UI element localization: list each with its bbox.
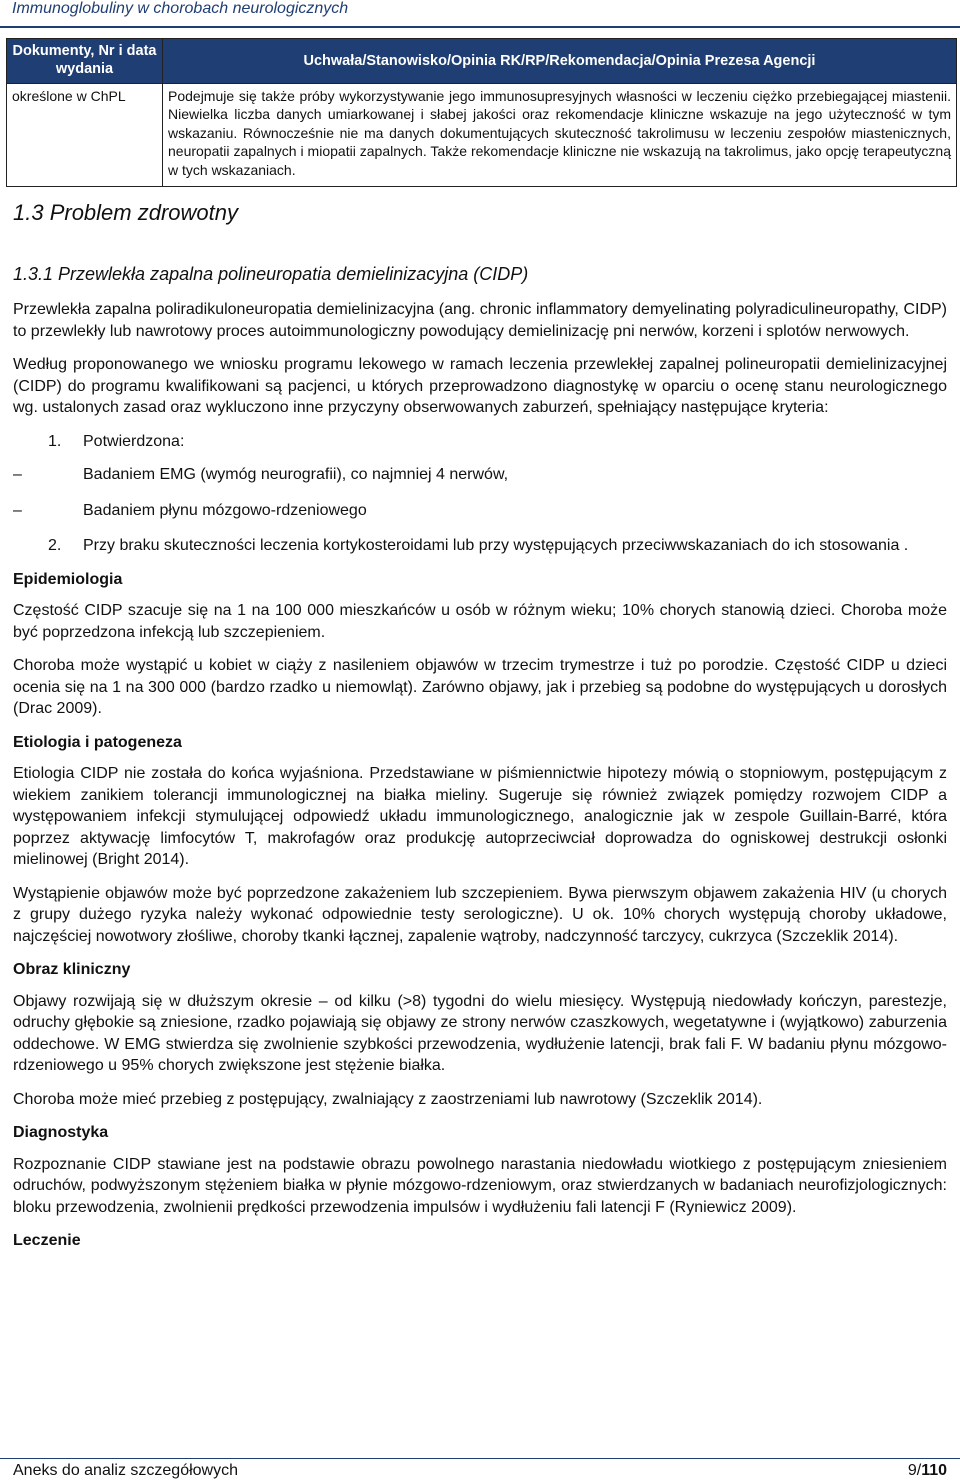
page-total: 110: [921, 1462, 947, 1479]
header-rule: [0, 26, 960, 28]
footer-title: Aneks do analiz szczegółowych: [13, 1462, 239, 1479]
paragraph-clinical-1: Objawy rozwijają się w dłuższym okresie – od kilku (>8) tygodni do wielu miesięcy. Występują niedowłady kończyn, parestezje, odruchy głębokie są zniesione, rzadko pojawiają się objawy ze strony nerwów czaszkowych, wegetatywne i (wyjątkowo) zaburzenia oddechowe. W EMG stwierdza się zwolnienie szybkości przewodzenia, wydłużenie latencji, brak fali F. W badaniu płynu mózgowo-rdzeniowego u 95% chorych zwiększone jest stężenie białka.: [13, 992, 947, 1074]
heading-treatment: Leczenie: [13, 1232, 81, 1249]
page-current: 9/: [907, 1462, 922, 1479]
paragraph-clinical-2: Choroba może mieć przebieg z postępujący, zwalniający z zaostrzeniami lub nawrotowy (Szczeklik 2014).: [13, 1090, 763, 1108]
list-number: 1.: [48, 432, 62, 450]
table-row: [7, 84, 957, 187]
page-number: [908, 1462, 947, 1480]
paragraph-epidemiology-2: Choroba może wystąpić u kobiet w ciąży z nasileniem objawów w trzecim trymestrze i tuż po porodzie. Częstość CIDP u dzieci ocenia się na 1 na 300 000 (bardzo rzadko u niemowląt). Zarówno objawy, jak i przebieg są podobne do występujących u dorosłych (Drac 2009).: [13, 657, 947, 717]
list-number: 2.: [48, 537, 62, 554]
dash-item: [13, 464, 947, 486]
dash-bullet: –: [13, 466, 22, 483]
paragraph-etiology-1: Etiologia CIDP nie została do końca wyjaśniona. Przedstawiane w piśmiennictwie hipotezy mówią o stopniowym, postępującym z wiekiem zanikiem tolerancji immunologicznej na białka mieliny. Sugeruje się również związek pomiędzy rozwojem CIDP a występowaniem infekcji stymulującej odpowiedź układu immunologicznego, analogicznie jak w zespole Guillain-Barré, która poprzez aktywację limfocytów T, makrofagów oraz produkcję autoprzeciwciał doprowadza do ogniskowej destrukcji osłonki mielinowej (Bright 2014).: [13, 765, 947, 868]
list-item: [13, 535, 947, 557]
list-text: Potwierdzona:: [83, 432, 185, 450]
list-text: Przy braku skuteczności leczenia kortykosteroidami lub przy występujących przeciwwskazaniach do ich stosowania .: [83, 537, 909, 554]
table-header-row: [7, 39, 957, 84]
paragraph-definition: Przewlekła zapalna poliradikuloneuropatia demielinizacyjna (ang. chronic inflammatory demyelinating polyradiculineuropathy, CIDP) to przewlekły lub nawrotowy proces autoimmunologiczny powodujący demielinizację pni nerwów, korzeni i splotów nerwowych.: [13, 301, 947, 340]
dash-bullet: –: [13, 501, 22, 519]
table-header-resolution: Uchwała/Stanowisko/Opinia RK/RP/Rekomendacja/Opinia Prezesa Agencji: [163, 39, 957, 84]
table-cell-document: określone w ChPL: [7, 84, 163, 187]
paragraph-etiology-2: Wystąpienie objawów może być poprzedzone zakażeniem lub szczepieniem. Bywa pierwszym objawem zakażenia HIV (u chorych z grupy dużego ryzyka należy wykonać odpowiednie testy serologiczne). U ok. 10% chorych występują choroby układowe, najczęściej nowotwory złośliwe, choroby tkanki łącznej, zapalenie wątroby, nadczynność tarczycy, cukrzyca (Szczeklik 2014).: [13, 884, 947, 945]
dash-text: Badaniem EMG (wymóg neurografii), co najmniej 4 nerwów,: [83, 466, 509, 483]
heading-etiology: Etiologia i patogeneza: [13, 733, 182, 751]
paragraph-diagnostics: Rozpoznanie CIDP stawiane jest na podstawie obrazu powolnego narastania niedowładu wiotkiego z postępującym zniesieniem odruchów, podwyższonym stężeniem białka w płynie mózgowo-rdzeniowym, oraz stwierdzanych w badaniach neurofizjologicznych: bloku przewodzenia, zwolnienii prędkości przewodzenia impulsów i wydłużeniu fali latencji F (Ryniewicz 2009).: [13, 1155, 947, 1216]
heading-clinical-picture: Obraz kliniczny: [13, 961, 131, 978]
list-item: [13, 431, 947, 453]
running-header: Immunoglobuliny w chorobach neurologicznych: [12, 0, 349, 17]
subsection-heading: 1.3.1 Przewlekła zapalna polineuropatia demielinizacyjna (CIDP): [13, 264, 529, 284]
paragraph-program-criteria: Według proponowanego we wniosku programu lekowego w ramach leczenia przewlekłej zapalnej polineuropatii demielinizacyjnej (CIDP) do programu kwalifikowani są pacjenci, u których przeprowadzono diagnostykę w oparciu o ocenę stanu neurologicznego wg. ustalonych zasad oraz wykluczono inne przyczyny obserwowanych zaburzeń, spełniający następujące kryteria:: [13, 356, 947, 416]
heading-epidemiology: Epidemiologia: [13, 570, 123, 588]
dash-text: Badaniem płynu mózgowo-rdzeniowego: [83, 501, 367, 519]
section-heading: 1.3 Problem zdrowotny: [13, 200, 238, 225]
heading-diagnostics: Diagnostyka: [13, 1124, 109, 1141]
footer-rule: [0, 1458, 960, 1459]
dash-item: [13, 500, 947, 522]
paragraph-epidemiology-1: Częstość CIDP szacuje się na 1 na 100 000 mieszkańców u osób w różnym wieku; 10% chorych stanowią dzieci. Choroba może być poprzedzona infekcją lub szczepieniem.: [13, 602, 947, 641]
body-text: [13, 299, 947, 1262]
documents-table: [6, 38, 957, 187]
table-header-documents: Dokumenty, Nr i data wydania: [7, 39, 163, 84]
table-cell-opinion: Podejmuje się także próby wykorzystywanie jego immunosupresyjnych własności w leczeniu ciężko przebiegającej miastenii. Niewielka liczba danych umiarkowanej i słabej jakości oraz rekomendacje kliniczne wskazuje na jego użyteczność w tym wskazaniu. Równocześnie nie ma danych dokumentujących skuteczność takrolimusu w leczeniu zespołów miastenicznych, neuropatii zapalnych i miopatii zapalnych. Także rekomendacje kliniczne nie wskazują na takrolimus, jako opcję terapeutyczną w tych wskazaniach.: [163, 84, 957, 187]
